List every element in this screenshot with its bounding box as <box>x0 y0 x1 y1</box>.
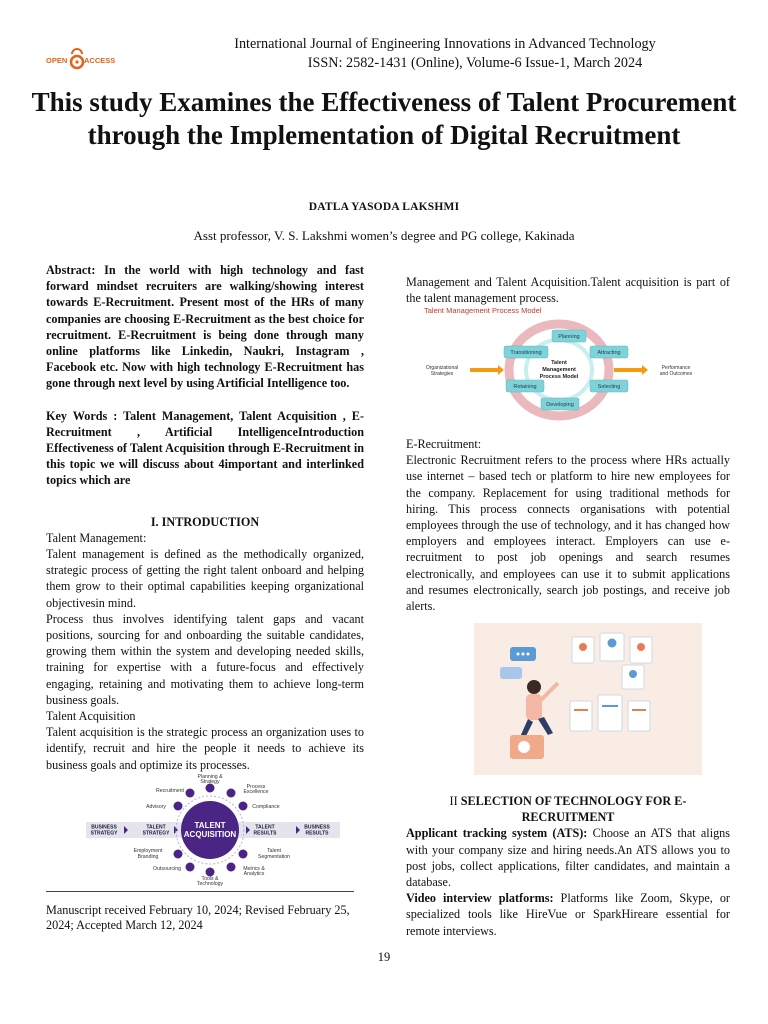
journal-header <box>130 35 760 73</box>
talent-management-process-figure <box>414 304 704 424</box>
logo-open-text: OPEN <box>46 56 68 65</box>
video-interview-text: Platforms like Zoom, Skype, or specialized tools like HireVue or SparkHireare essential for remote interviews. <box>406 891 730 938</box>
right-column-erecruitment <box>406 436 730 614</box>
ta-talent-results-label: TALENT <box>255 824 275 831</box>
abstract-text: In the world with high technology and fast forward mindset recruiters are walking/showing interest towards E-Recruitment. Present most of the HRs of many companies are choosing E-Recruitment as the best choice for recruitment. E-Recruitment is being done through many online platforms like Linkedin, Naukri, Instagram , Facebook etc. Now with high technology E-Recruitment has gone through next level by using Artificial Intelligence too. <box>46 263 364 391</box>
section-2-prefix: II <box>449 794 461 808</box>
tm-performance-label: Performance <box>661 365 691 371</box>
tm-developing-label: Developing <box>546 402 574 408</box>
e-recruitment-paragraph: Electronic Recruitment refers to the process where HRs actually use internet – based tech or platform to hire new employees for the company. Replacement for using traditional methods for hiring. This process connects organisations with potential employees through the use of technology, and it has changed how employers and employees interact. Employers can use e-recruitment to post job openings and search resumes electronically, and employees can use it to submit applications and resumes electronically, search job postings, and receive job alerts. <box>406 453 730 614</box>
right-column-top <box>406 274 730 306</box>
tm-org-strategies-label-2: Strategies <box>430 371 454 377</box>
left-column <box>46 262 364 773</box>
ta-process-excellence-label-2: Excellence <box>243 789 269 795</box>
section-introduction-heading: I. INTRODUCTION <box>150 514 260 529</box>
ta-recruitment-label: Recruitment <box>156 788 184 794</box>
ta-employment-branding-label-2: Branding <box>137 854 159 860</box>
tm-center-label-2: Management <box>542 367 576 373</box>
abstract-label: Abstract: <box>46 263 96 277</box>
e-recruitment-illustration <box>474 623 702 775</box>
keywords: Key Words : Talent Management, Talent Acquisition , E-Recruitment , Artificial IntelligenceIntroduction Effectiveness of Talent Acquisition through E-Recruitment in this topic we will discuss about 4important and interlinked topics which are <box>46 408 364 488</box>
manuscript-footnote: Manuscript received February 10, 2024; Revised February 25, 2024; Accepted March 12, 2024 <box>46 903 350 932</box>
talent-management-paragraph-1: Talent management is defined as the methodically organized, strategic process of getting the right talent onboard and helping them grow to their optimal capabilities keeping organizational objectivesin mind. <box>46 547 364 610</box>
abstract <box>46 262 364 392</box>
ta-advisory-label: Advisory <box>146 804 166 810</box>
section-2-heading <box>406 793 730 825</box>
tm-center-label-1: Talent <box>551 360 567 366</box>
journal-name: International Journal of Engineering Innovations in Advanced Technology <box>234 36 656 52</box>
tm-org-strategies-label: Organizational <box>425 365 459 371</box>
tm-transitioning-label: Transitioning <box>510 350 542 356</box>
journal-issn: ISSN: 2582-1431 (Online), Volume-6 Issue-1, March 2024 <box>307 55 643 71</box>
ta-metrics-label-2: Analytics <box>243 871 265 877</box>
ta-tools-label-2: Technology <box>196 881 224 887</box>
e-recruitment-heading: E-Recruitment: <box>406 437 482 451</box>
right-column-section2 <box>406 793 730 939</box>
video-interview-paragraph <box>406 890 730 939</box>
ta-planning-label-2: Strategy <box>200 779 220 785</box>
ats-paragraph <box>406 825 730 890</box>
talent-acquisition-intro: Management and Talent Acquisition.Talent acquisition is part of the talent management process. <box>406 275 730 306</box>
video-interview-label: Video interview platforms: <box>406 891 554 906</box>
ats-text: Choose an ATS that aligns with your company size and hiring needs.An ATS allows you to post jobs, collect applications, filter candidates, and maintain a database. <box>406 826 731 890</box>
paper-author: DATLA YASODA LAKSHMI <box>308 201 460 213</box>
talent-management-paragraph-2: Process thus involves identifying talent gaps and vacant positions, sourcing for and onboarding the suitable candidates, growing them within the system and developing needed skills, training for expertise with a future-focus and effectively engaging, retaining and motivating them to achieve long-term business goals. <box>46 611 364 707</box>
section-2-title: SELECTION OF TECHNOLOGY FOR E-RECRUITMENT <box>460 794 687 825</box>
ta-tools-label: Tools & <box>201 876 219 882</box>
tm-selecting-label: Selecting <box>597 384 621 390</box>
tm-planning-label: Planning <box>558 334 580 340</box>
tm-performance-label-2: and Outcomes <box>659 371 693 377</box>
talent-acquisition-paragraph: Talent acquisition is the strategic process an organization uses to identify, recruit and hire the people it needs to achieve its business goals and optimize its processes. <box>46 725 364 772</box>
footnote-divider <box>46 891 354 892</box>
talent-acquisition-figure <box>86 772 340 888</box>
tm-figure-title: Talent Management Process Model <box>424 306 542 315</box>
ta-center-label-2: ACQUISITION <box>183 830 237 839</box>
ta-talent-results-label-2: RESULTS <box>253 830 277 837</box>
logo-access-text: ACCESS <box>84 56 116 65</box>
open-access-logo <box>44 46 116 74</box>
talent-management-heading: Talent Management: <box>46 530 147 545</box>
ta-business-strategy-label: BUSINESS <box>91 824 117 831</box>
ta-metrics-label: Metrics & <box>243 866 265 872</box>
ta-process-excellence-label: Process <box>246 784 266 790</box>
ta-talent-strategy-label-2: STRATEGY <box>142 830 170 837</box>
ta-employment-branding-label: Employment <box>133 848 163 854</box>
paper-affiliation: Asst professor, V. S. Lakshmi women’s degree and PG college, Kakinada <box>193 228 575 243</box>
tm-attracting-label: Attracting <box>597 350 621 356</box>
ta-talent-strategy-label: TALENT <box>146 824 166 831</box>
ta-compliance-label: Compliance <box>252 804 280 810</box>
paper-title: This study Examines the Effectiveness of Talent Procurement through the Implementation of Digital Recruitment <box>31 87 737 150</box>
ta-business-results-label-2: RESULTS <box>305 830 329 837</box>
ta-talent-segmentation-label-2: Segmentation <box>257 854 291 860</box>
tm-retaining-label: Retaining <box>513 384 537 390</box>
talent-acquisition-heading: Talent Acquisition <box>46 709 136 724</box>
page-number: 19 <box>377 950 391 964</box>
ta-center-label-1: TALENT <box>194 821 226 830</box>
ta-talent-segmentation-label: Talent <box>267 848 281 854</box>
open-access-lock-icon <box>71 49 83 68</box>
tm-center-label-3: Process Model <box>539 374 579 380</box>
pedestal-icon <box>518 741 530 753</box>
ats-label: Applicant tracking system (ATS): <box>406 826 588 841</box>
ta-business-results-label: BUSINESS <box>304 824 330 831</box>
ta-business-strategy-label-2: STRATEGY <box>90 830 118 837</box>
ta-planning-label: Planning & <box>197 774 223 780</box>
ta-outsourcing-label: Outsourcing <box>153 866 181 872</box>
